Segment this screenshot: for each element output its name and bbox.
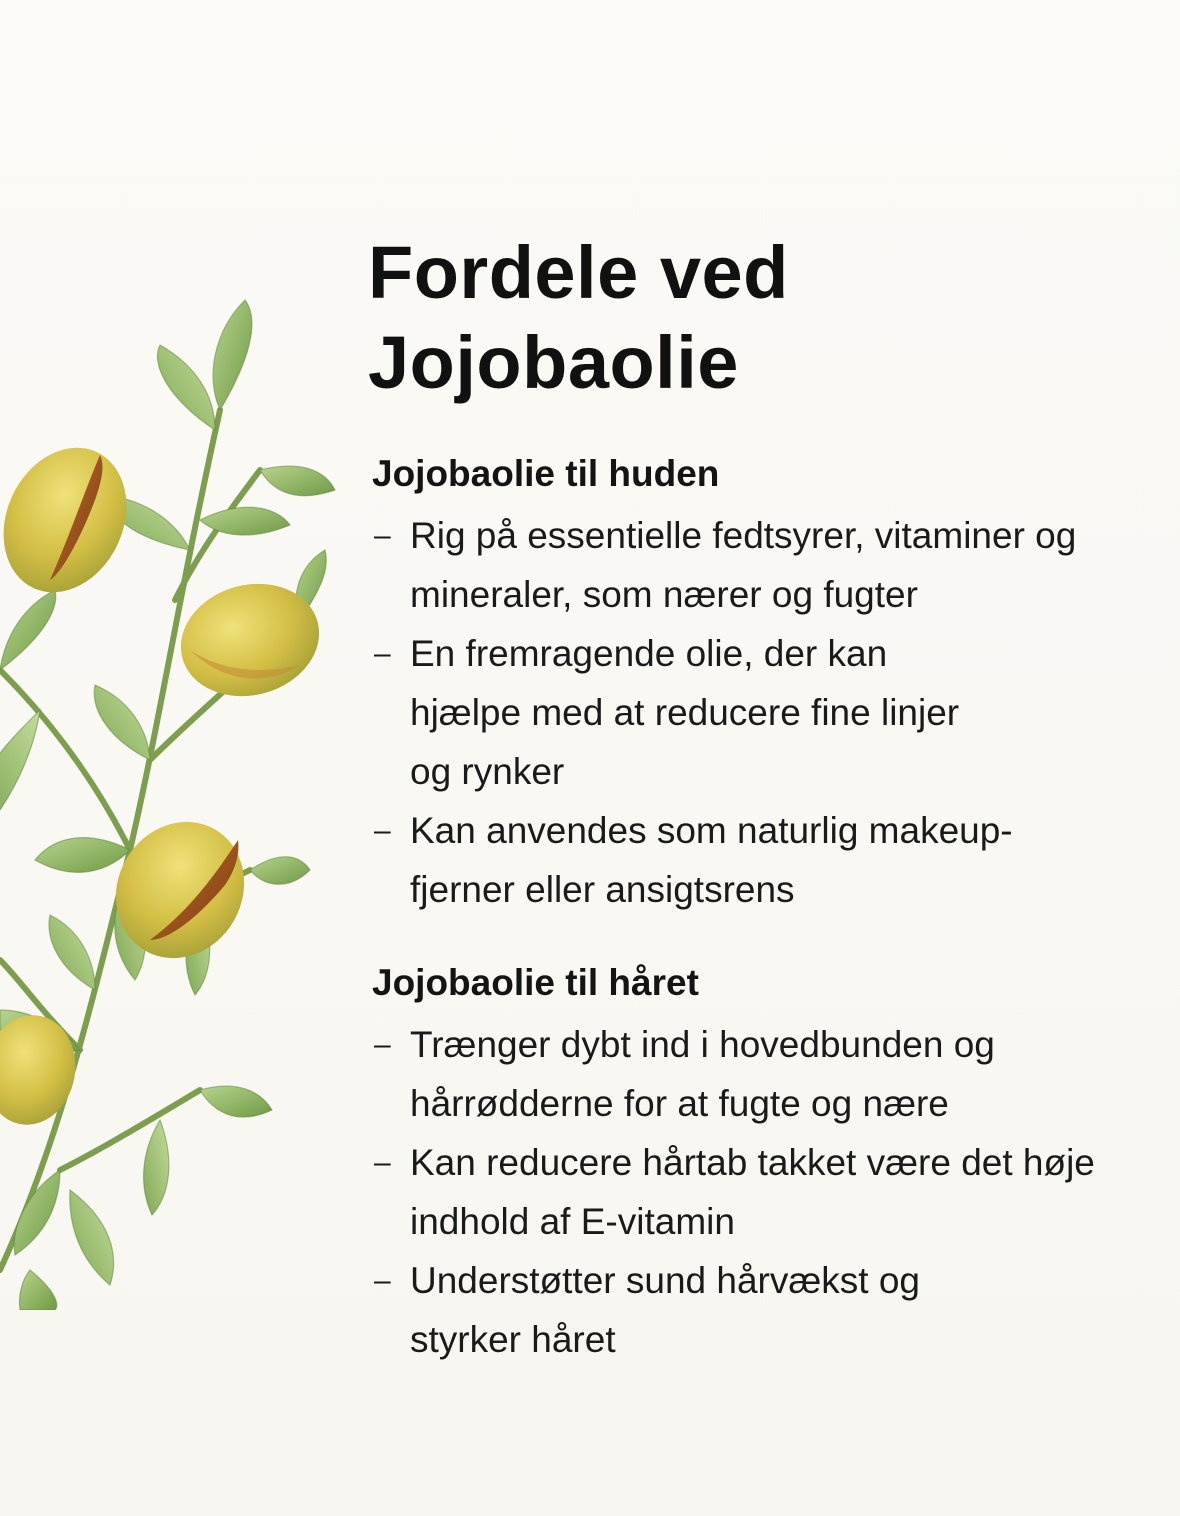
- section-heading-skin: Jojobaolie til huden: [372, 453, 720, 494]
- dash-icon: –: [374, 637, 391, 670]
- leaves: [0, 300, 335, 1310]
- list-item: [368, 1133, 1128, 1251]
- dash-icon: –: [374, 1028, 391, 1061]
- dash-icon: –: [374, 1146, 391, 1179]
- list-item-text: Rig på essentielle fedtsyrer, vitaminer og mineraler, som nærer og fugter: [410, 515, 1077, 615]
- dash-icon: –: [374, 1264, 391, 1297]
- list-item-text: En fremragende olie, der kan hjælpe med at reducere fine linjer og rynker: [410, 633, 960, 792]
- dash-icon: –: [374, 519, 391, 552]
- section-heading-hair: Jojobaolie til håret: [372, 962, 699, 1003]
- dash-icon: –: [374, 814, 391, 847]
- title-line-2: Jojobaolie: [368, 321, 739, 404]
- content: [368, 228, 1128, 1369]
- page-title: [368, 228, 1128, 408]
- bullet-list-skin: [368, 506, 1128, 919]
- title-line-1: Fordele ved: [368, 231, 789, 314]
- list-item: [368, 624, 1128, 801]
- list-item-text: Trænger dybt ind i hovedbunden og hårrødderne for at fugte og nære: [410, 1024, 995, 1124]
- list-item: [368, 801, 1128, 919]
- jojoba-branch-illustration: [0, 290, 340, 1310]
- section-hair: [368, 957, 1128, 1369]
- list-item-text: Kan reducere hårtab takket være det høje indhold af E-vitamin: [410, 1142, 1095, 1242]
- list-item: [368, 506, 1128, 624]
- list-item: [368, 1251, 1128, 1369]
- fruit-bottom: [0, 1008, 84, 1132]
- list-item-text: Kan anvendes som naturlig makeup-fjerner eller ansigtsrens: [410, 810, 1013, 910]
- list-item: [368, 1015, 1128, 1133]
- list-item-text: Understøtter sund hårvækst og styrker håret: [410, 1260, 920, 1360]
- bullet-list-hair: [368, 1015, 1128, 1369]
- section-skin: [368, 448, 1128, 919]
